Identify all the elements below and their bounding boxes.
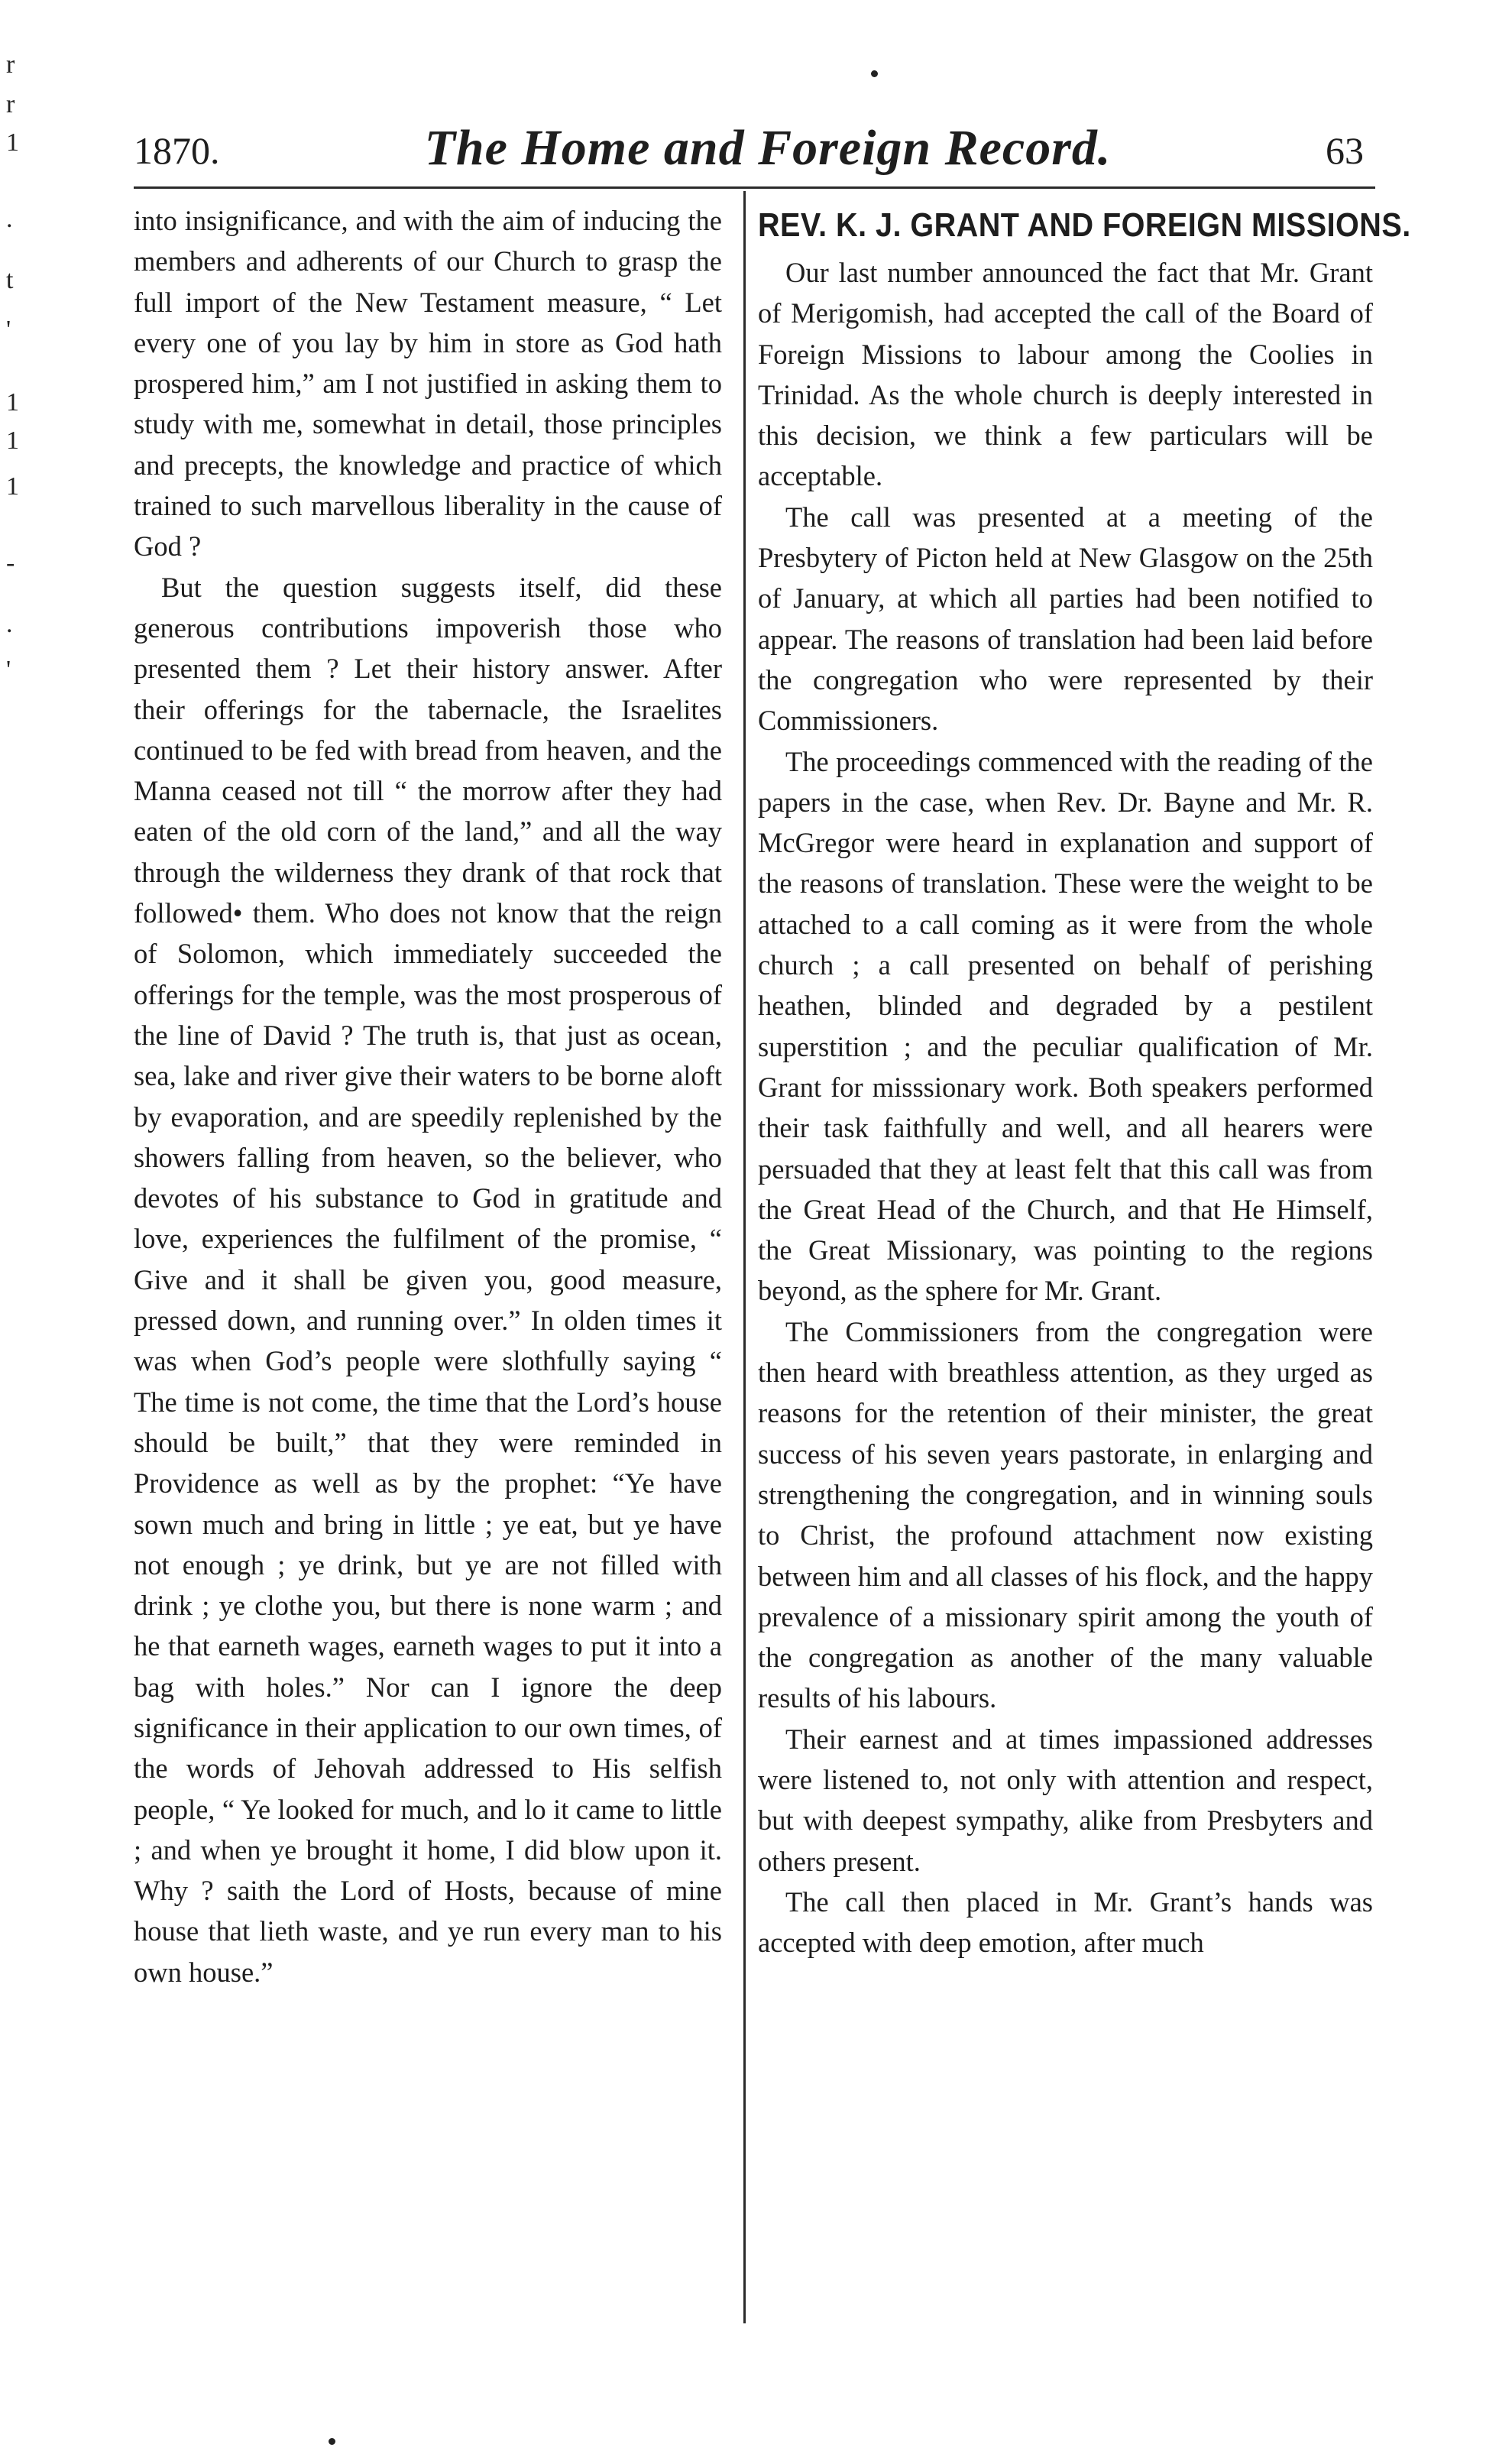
running-header <box>134 115 1375 183</box>
margin-mark: . <box>6 205 13 233</box>
margin-mark: . <box>6 610 13 638</box>
margin-mark: r <box>6 50 15 79</box>
margin-mark: 1 <box>6 472 19 501</box>
paragraph: But the question suggests itself, did these generous contributions impoverish those who presented them ? Let their history answer. After their offerings for the tabernacle, the Israelites continued to be fed with bread from heaven, and the Manna ceased not till “ the morrow after they had eaten of the old corn of the land,” and all the way through the wilderness they drank of that rock that followed• them. Who does not know that the reign of Solomon, which immediately succeeded the offerings for the temple, was the most prosperous of the line of David ? The truth is, that just as ocean, sea, lake and river give their waters to be borne aloft by evaporation, and are speedily replenished by the showers falling from heaven, so the believer, who devotes of his substance to God in gratitude and love, experiences the fulfilment of the promise, “ Give and it shall be given you, good measure, pressed down, and running over.” In olden times it was when God’s people were slothfully saying “ The time is not come, the time that the Lord’s house should be built,” that they were reminded in Providence as well as by the prophet: “Ye have sown much and bring in little ; ye eat, but ye have not enough ; ye drink, but ye are not filled with drink ; ye clothe you, but there is none warm ; and he that earneth wages, earneth wages to put it into a bag with holes.” Nor can I ignore the deep significance in their application to our own times, of the words of Jehovah addressed to His selfish people, “ Ye looked for much, and lo it came to little ; and when ye brought it home, I did blow upon it. Why ? saith the Lord of Hosts, because of mine house that lieth waste, and ye run every man to his own house.” <box>134 571 722 1988</box>
ink-speck <box>871 70 878 77</box>
left-margin-marks <box>0 50 46 703</box>
right-column <box>758 200 1411 1963</box>
page-number: 63 <box>1326 129 1364 172</box>
header-year: 1870. <box>134 129 220 172</box>
margin-mark: 1 <box>6 426 19 455</box>
margin-mark: t <box>6 266 14 294</box>
paragraph: The call was presented at a meeting of the Presbytery of Picton held at New Glasgow on the 25th of January, at which all parties had been notified to appear. The reasons of translation had been laid before the congregation who were represented by their Commissioners. <box>758 501 1373 737</box>
paragraph: into insignificance, and with the aim of inducing the members and adherents of our Church to grasp the full import of the New Testament measure, “ Let every one of you lay by him in store as God hath prospered him,” am I not justified in asking them to study with me, somewhat in detail, those principles and precepts, the knowledge and practice of which trained to such marvellous liberality in the cause of God ? <box>134 205 722 563</box>
margin-mark: ' <box>6 316 11 344</box>
paragraph: Our last number announced the fact that Mr. Grant of Merigomish, had accepted the call of the Board of Foreign Missions to labour among the Coolies in Trinidad. As the whole church is deeply interested in this decision, we think a few particulars will be acceptable. <box>758 257 1373 492</box>
paragraph: The call then placed in Mr. Grant’s hands was accepted with deep emotion, after much <box>758 1885 1373 1959</box>
left-column <box>134 200 722 1992</box>
margin-mark: r <box>6 90 15 118</box>
publication-title: The Home and Foreign Record. <box>424 120 1112 176</box>
paragraph: The proceedings commenced with the reading of the papers in the case, when Rev. Dr. Bayne and Mr. R. McGregor were heard in explanation and support of the reasons of translation. These were the weight to be attached to a call coming as it were from the whole church ; a call presented on behalf of perishing heathen, blinded and degraded by a pestilent superstition ; and the peculiar qualification of Mr. Grant for misssionary work. Both speakers performed their task faithfully and well, and all hearers were persuaded that they at least felt that this call was from the Great Head of the Church, and that He Himself, the Great Missionary, was pointing to the regions beyond, as the sphere for Mr. Grant. <box>758 745 1373 1307</box>
column-divider <box>743 191 746 2323</box>
margin-mark: 1 <box>6 388 19 417</box>
article-heading: REV. K. J. GRANT AND FOREIGN MISSIONS. <box>758 206 1411 244</box>
paragraph: Their earnest and at times impassioned addresses were listened to, not only with attention and respect, but with deepest sympathy, alike from Presbyters and others present. <box>758 1723 1373 1877</box>
margin-mark: ' <box>6 656 11 684</box>
paragraph: The Commissioners from the congregation were then heard with breathless attention, as they urged as reasons for the retention of their minister, the great success of his seven years pastorate, in enlarging and strengthening the congregation, and in winning souls to Christ, the profound attachment now existing between him and all classes of his flock, and the happy prevalence of a missionary spirit among the youth of the congregation as another of the many valuable results of his labours. <box>758 1315 1373 1714</box>
margin-mark: 1 <box>6 128 19 157</box>
margin-mark: - <box>6 549 15 577</box>
header-rule <box>134 186 1375 189</box>
ink-speck <box>329 2438 335 2445</box>
